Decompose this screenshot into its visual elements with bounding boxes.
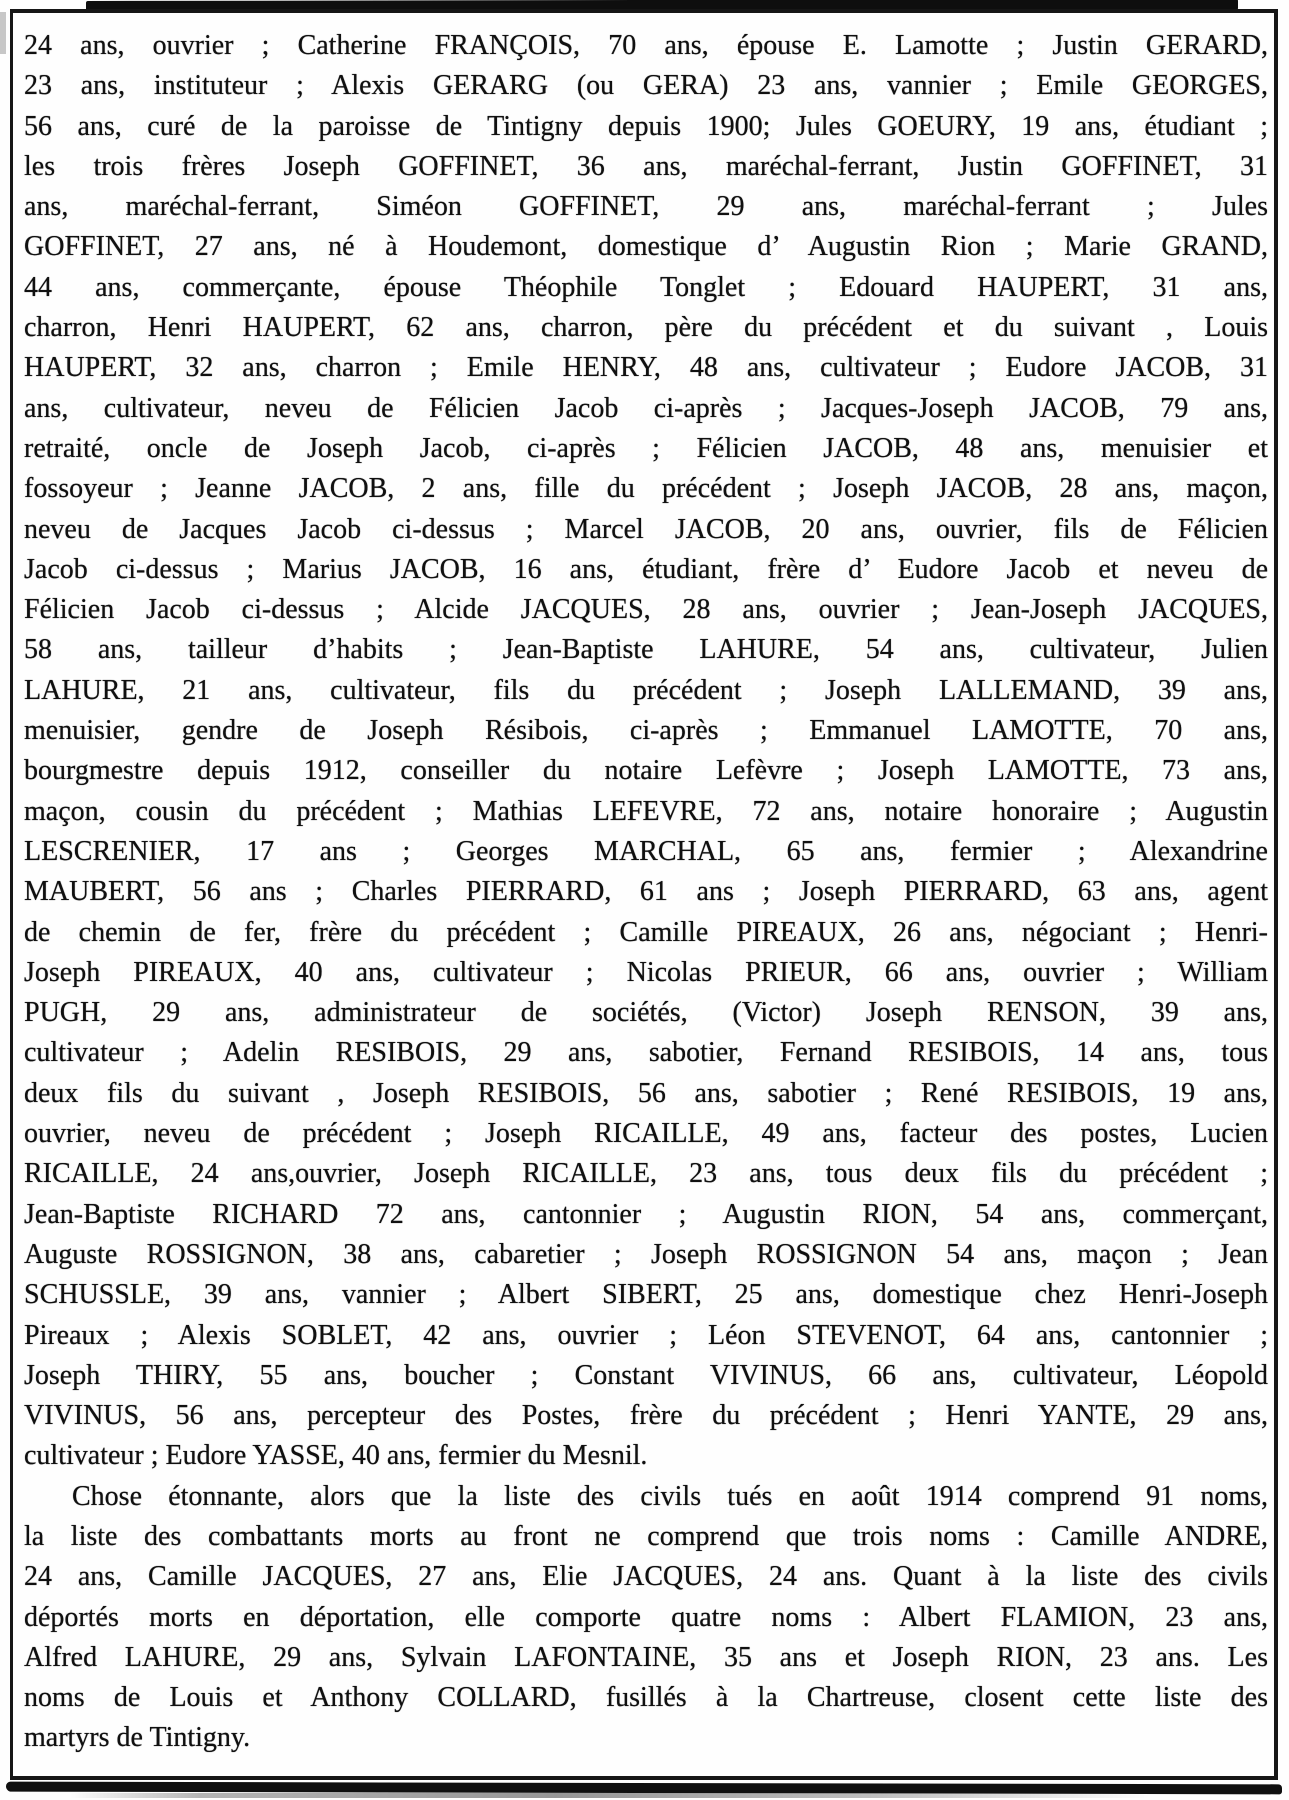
text-line: Alfred LAHURE, 29 ans, Sylvain LAFONTAINE, 35 ans et Joseph RION, 23 ans. Les xyxy=(24,1641,1268,1673)
text-line: martyrs de Tintigny. xyxy=(24,1722,251,1754)
text-line: 24 ans, Camille JACQUES, 27 ans, Elie JACQUES, 24 ans. Quant à la liste des civils xyxy=(24,1561,1268,1593)
text-line: neveu de Jacques Jacob ci-dessus ; Marcel JACOB, 20 ans, ouvrier, fils de Félicien xyxy=(24,513,1268,545)
text-line: fossoyeur ; Jeanne JACOB, 2 ans, fille du précédent ; Joseph JACOB, 28 ans, maçon, xyxy=(24,473,1268,505)
text-line: ouvrier, neveu de précédent ; Joseph RICAILLE, 49 ans, facteur des postes, Lucien xyxy=(24,1118,1268,1150)
text-line: Jacob ci-dessus ; Marius JACOB, 16 ans, étudiant, frère d’ Eudore Jacob et neveu de xyxy=(24,553,1268,585)
text-line: menuisier, gendre de Joseph Résibois, ci-après ; Emmanuel LAMOTTE, 70 ans, xyxy=(24,715,1268,747)
text-line: cultivateur ; Eudore YASSE, 40 ans, fermier du Mesnil. xyxy=(24,1440,648,1472)
text-line: les trois frères Joseph GOFFINET, 36 ans, maréchal-ferrant, Justin GOFFINET, 31 xyxy=(24,150,1268,182)
text-line: ans, cultivateur, neveu de Félicien Jacob ci-après ; Jacques-Joseph JACOB, 79 ans, xyxy=(24,392,1268,424)
text-line: ans, maréchal-ferrant, Siméon GOFFINET, 29 ans, maréchal-ferrant ; Jules xyxy=(24,191,1268,223)
text-line: 24 ans, ouvrier ; Catherine FRANÇOIS, 70 ans, épouse E. Lamotte ; Justin GERARD, xyxy=(24,30,1268,61)
text-line: 44 ans, commerçante, épouse Théophile Tonglet ; Edouard HAUPERT, 31 ans, xyxy=(24,271,1268,303)
text-line: LESCRENIER, 17 ans ; Georges MARCHAL, 65 ans, fermier ; Alexandrine xyxy=(24,835,1268,867)
text-line: deux fils du suivant , Joseph RESIBOIS, 56 ans, sabotier ; René RESIBOIS, 19 ans, xyxy=(24,1077,1268,1109)
text-line: LAHURE, 21 ans, cultivateur, fils du précédent ; Joseph LALLEMAND, 39 ans, xyxy=(24,674,1268,706)
text-line: 58 ans, tailleur d’habits ; Jean-Baptiste LAHURE, 54 ans, cultivateur, Julien xyxy=(24,634,1268,666)
text-line: Félicien Jacob ci-dessus ; Alcide JACQUES, 28 ans, ouvrier ; Jean-Joseph JACQUES, xyxy=(24,594,1268,626)
text-line: maçon, cousin du précédent ; Mathias LEFEVRE, 72 ans, notaire honoraire ; Augustin xyxy=(24,795,1268,827)
text-line: cultivateur ; Adelin RESIBOIS, 29 ans, sabotier, Fernand RESIBOIS, 14 ans, tous xyxy=(24,1037,1268,1069)
text-line: de chemin de fer, frère du précédent ; Camille PIREAUX, 26 ans, négociant ; Henri- xyxy=(24,916,1268,948)
text-line: charron, Henri HAUPERT, 62 ans, charron, père du précédent et du suivant , Louis xyxy=(24,312,1268,344)
text-line: la liste des combattants morts au front ne comprend que trois noms : Camille ANDRE, xyxy=(24,1520,1268,1552)
text-line: noms de Louis et Anthony COLLARD, fusillés à la Chartreuse, closent cette liste des xyxy=(24,1682,1268,1714)
text-line: VIVINUS, 56 ans, percepteur des Postes, frère du précédent ; Henri YANTE, 29 ans, xyxy=(24,1400,1268,1432)
text-line: Auguste ROSSIGNON, 38 ans, cabaretier ; Joseph ROSSIGNON 54 ans, maçon ; Jean xyxy=(24,1238,1268,1270)
text-line: HAUPERT, 32 ans, charron ; Emile HENRY, 48 ans, cultivateur ; Eudore JACOB, 31 xyxy=(24,352,1268,384)
text-line: Joseph THIRY, 55 ans, boucher ; Constant VIVINUS, 66 ans, cultivateur, Léopold xyxy=(24,1359,1268,1391)
text-line: 56 ans, curé de la paroisse de Tintigny depuis 1900; Jules GOEURY, 19 ans, étudiant ; xyxy=(24,110,1268,142)
text-line: MAUBERT, 56 ans ; Charles PIERRARD, 61 ans ; Joseph PIERRARD, 63 ans, agent xyxy=(24,876,1268,908)
scan-artifact-left-mark xyxy=(0,12,6,54)
text-line: bourgmestre depuis 1912, conseiller du notaire Lefèvre ; Joseph LAMOTTE, 73 ans, xyxy=(24,755,1268,787)
text-line: GOFFINET, 27 ans, né à Houdemont, domestique d’ Augustin Rion ; Marie GRAND, xyxy=(24,231,1268,263)
text-line: retraité, oncle de Joseph Jacob, ci-après ; Félicien JACOB, 48 ans, menuisier et xyxy=(24,432,1268,464)
scan-artifact-bottom-smudge xyxy=(70,1793,1150,1798)
text-line: RICAILLE, 24 ans,ouvrier, Joseph RICAILLE, 23 ans, tous deux fils du précédent ; xyxy=(24,1158,1268,1190)
text-line: déportés morts en déportation, elle comporte quatre noms : Albert FLAMION, 23 ans, xyxy=(24,1601,1268,1633)
text-line: Chose étonnante, alors que la liste des civils tués en août 1914 comprend 91 noms, xyxy=(72,1480,1268,1512)
text-line: Pireaux ; Alexis SOBLET, 42 ans, ouvrier ; Léon STEVENOT, 64 ans, cantonnier ; xyxy=(24,1319,1268,1351)
body-text xyxy=(24,26,1268,1759)
text-line: SCHUSSLE, 39 ans, vannier ; Albert SIBERT, 25 ans, domestique chez Henri-Joseph xyxy=(24,1279,1268,1311)
text-line: Joseph PIREAUX, 40 ans, cultivateur ; Nicolas PRIEUR, 66 ans, ouvrier ; William xyxy=(24,956,1268,988)
text-line: 23 ans, instituteur ; Alexis GERARG (ou GERA) 23 ans, vannier ; Emile GEORGES, xyxy=(24,70,1268,102)
text-line: PUGH, 29 ans, administrateur de sociétés, (Victor) Joseph RENSON, 39 ans, xyxy=(24,997,1268,1029)
text-line: Jean-Baptiste RICHARD 72 ans, cantonnier ; Augustin RION, 54 ans, commerçant, xyxy=(24,1198,1268,1230)
